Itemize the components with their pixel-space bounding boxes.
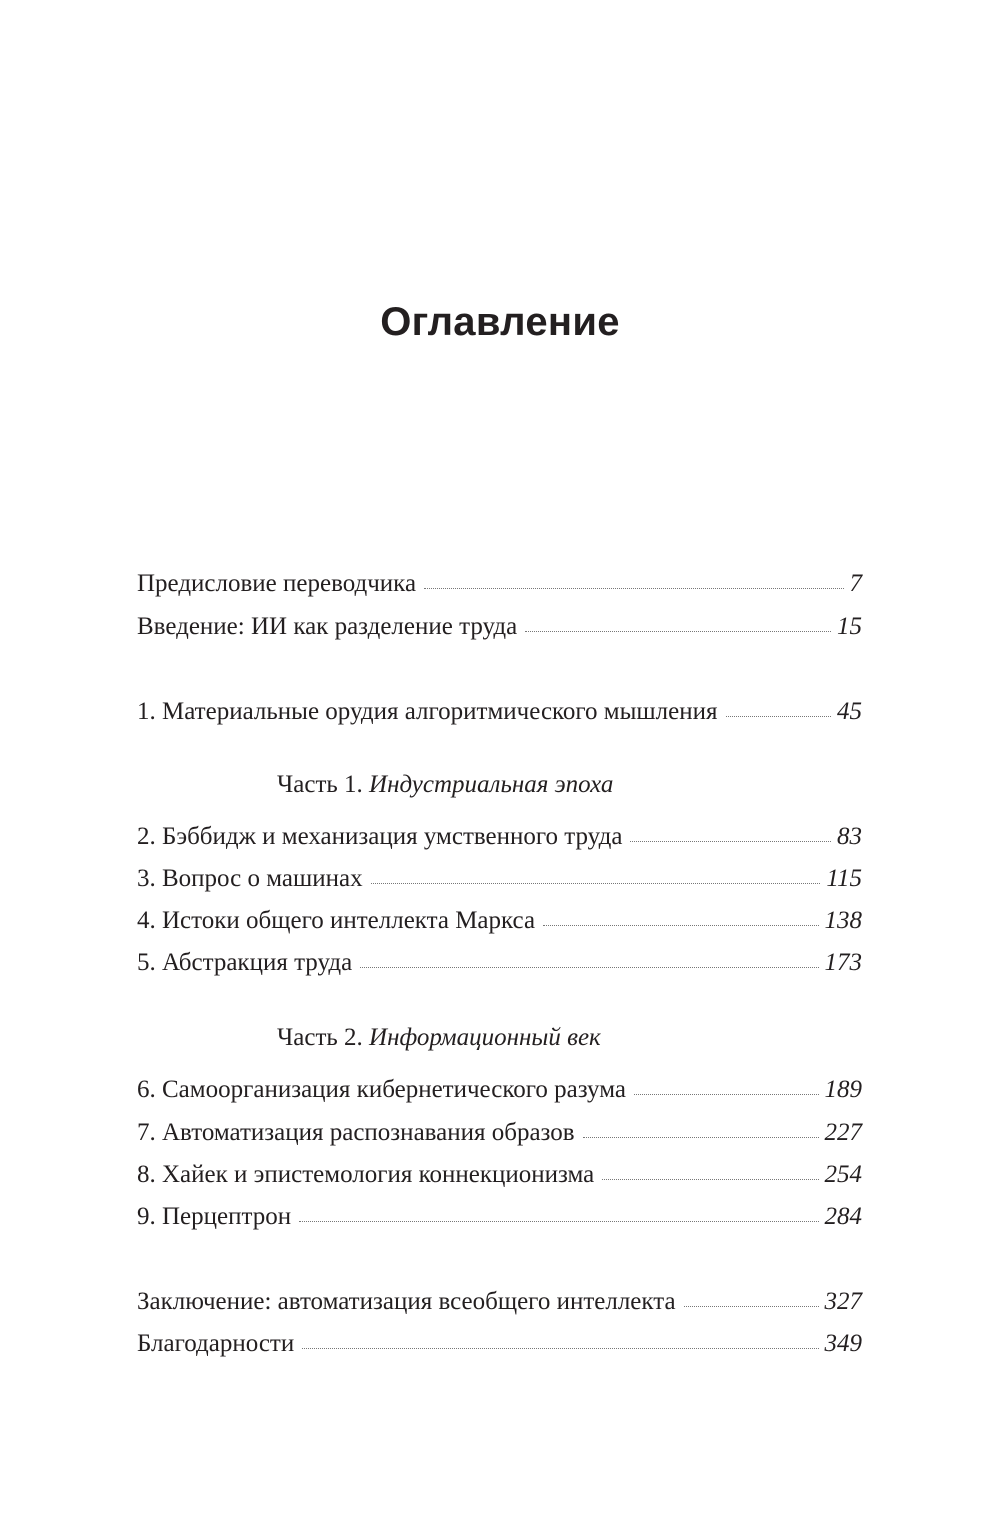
entry-page: 83 bbox=[837, 823, 862, 850]
entry-label: 6. Самоорганизация кибернетического разума bbox=[137, 1076, 626, 1103]
entry-page: 45 bbox=[837, 698, 862, 725]
entry-label: 8. Хайек и эпистемология коннекционизма bbox=[137, 1161, 595, 1188]
entry-page: 327 bbox=[824, 1288, 862, 1315]
dot-leader bbox=[726, 715, 831, 717]
entry-page: 138 bbox=[824, 907, 862, 934]
dot-leader bbox=[634, 1093, 819, 1095]
dot-leader bbox=[371, 882, 821, 884]
entry-page: 7 bbox=[849, 570, 862, 597]
entry-label: Предисловие переводчика bbox=[137, 570, 417, 597]
entry-page: 15 bbox=[837, 613, 862, 640]
toc-entry[interactable] bbox=[137, 1161, 862, 1195]
entry-page: 115 bbox=[826, 865, 862, 892]
dot-leader bbox=[583, 1136, 819, 1138]
entry-label: 9. Перцептрон bbox=[137, 1203, 292, 1230]
entry-label: 2. Бэббидж и механизация умственного труда bbox=[137, 823, 623, 850]
entry-label: 1. Материальные орудия алгоритмического мышления bbox=[137, 698, 718, 725]
entry-page: 284 bbox=[824, 1203, 862, 1230]
dot-leader bbox=[360, 966, 818, 968]
dot-leader bbox=[684, 1305, 819, 1307]
entry-label: 3. Вопрос о машинах bbox=[137, 865, 363, 892]
part-heading bbox=[277, 1024, 601, 1052]
toc-entry[interactable] bbox=[137, 949, 862, 983]
toc-entry[interactable] bbox=[137, 613, 862, 647]
page-title: Оглавление bbox=[380, 300, 620, 344]
toc-entry[interactable] bbox=[137, 823, 862, 857]
dot-leader bbox=[299, 1220, 818, 1222]
toc-entry[interactable] bbox=[137, 907, 862, 941]
entry-page: 189 bbox=[824, 1076, 862, 1103]
part-prefix: Часть 1. bbox=[277, 771, 363, 798]
entry-label: 5. Абстракция труда bbox=[137, 949, 353, 976]
dot-leader bbox=[630, 840, 831, 842]
part-name: Индустриальная эпоха bbox=[369, 771, 614, 798]
entry-label: Введение: ИИ как разделение труда bbox=[137, 613, 518, 640]
part-name: Информационный век bbox=[369, 1024, 601, 1051]
entry-label: 4. Истоки общего интеллекта Маркса bbox=[137, 907, 536, 934]
entry-label: 7. Автоматизация распознавания образов bbox=[137, 1119, 575, 1146]
entry-page: 173 bbox=[824, 949, 862, 976]
toc-entry[interactable] bbox=[137, 1076, 862, 1110]
part-heading bbox=[277, 771, 613, 799]
toc-entry[interactable] bbox=[137, 1119, 862, 1153]
toc-entry[interactable] bbox=[137, 1203, 862, 1237]
entry-page: 227 bbox=[824, 1119, 862, 1146]
entry-label: Благодарности bbox=[137, 1330, 295, 1357]
toc-entry[interactable] bbox=[137, 570, 862, 604]
part-prefix: Часть 2. bbox=[277, 1024, 363, 1051]
entry-page: 254 bbox=[824, 1161, 862, 1188]
dot-leader bbox=[525, 630, 831, 632]
toc-entry[interactable] bbox=[137, 1330, 862, 1364]
toc-entry[interactable] bbox=[137, 698, 862, 732]
toc-entry[interactable] bbox=[137, 865, 862, 899]
dot-leader bbox=[602, 1178, 818, 1180]
dot-leader bbox=[302, 1347, 818, 1349]
dot-leader bbox=[543, 924, 818, 926]
dot-leader bbox=[424, 587, 843, 589]
toc-entry[interactable] bbox=[137, 1288, 862, 1322]
entry-page: 349 bbox=[824, 1330, 862, 1357]
entry-label: Заключение: автоматизация всеобщего интеллекта bbox=[137, 1288, 676, 1315]
